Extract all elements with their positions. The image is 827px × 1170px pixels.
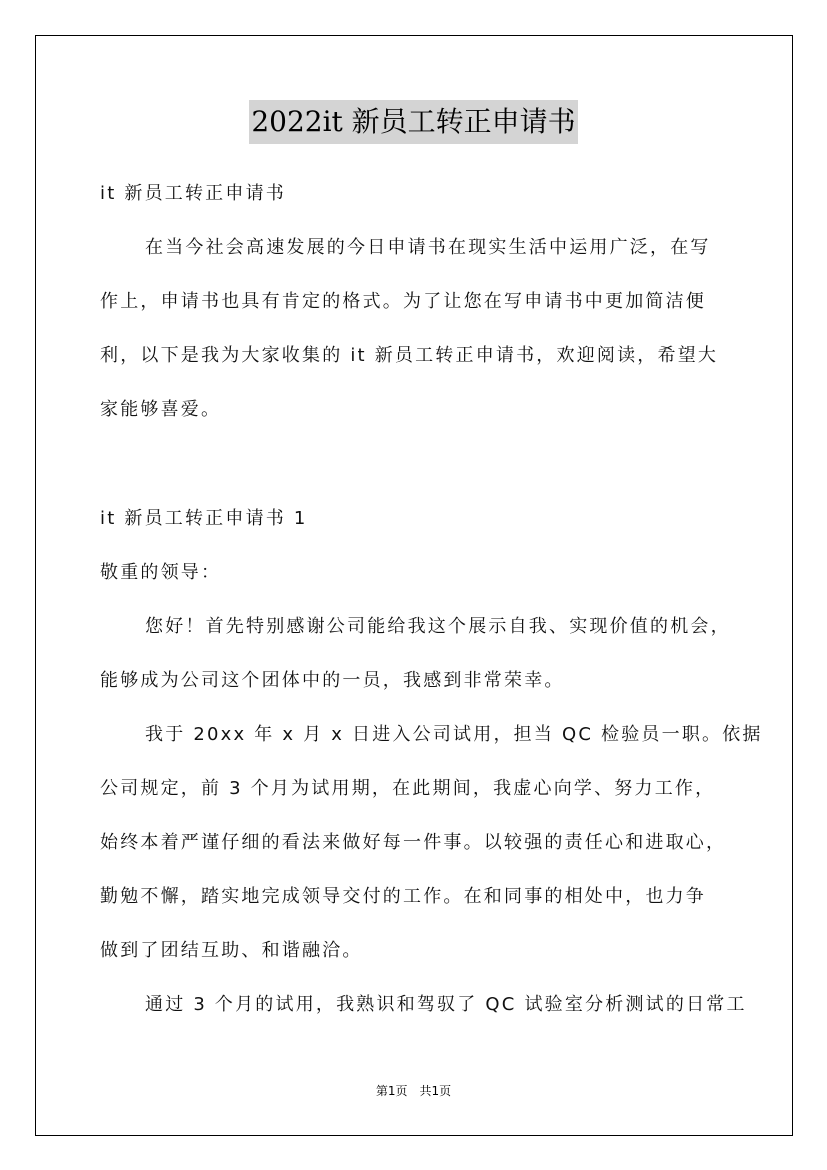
paragraph-line: 我于 20xx 年 x 月 x 日进入公司试用，担当 QC 检验员一职。依据 — [145, 724, 763, 745]
paragraph-line: 在当今社会高速发展的今日申请书在现实生活中运用广泛，在写 — [145, 237, 711, 258]
salutation: 敬重的领导： — [100, 562, 222, 583]
document-title: 2022it 新员工转正申请书 — [249, 100, 577, 144]
paragraph-line: 始终本着严谨仔细的看法来做好每一件事。以较强的责任心和进取心， — [100, 832, 727, 853]
paragraph-line: 利，以下是我为大家收集的 it 新员工转正申请书，欢迎阅读，希望大 — [100, 345, 719, 366]
paragraph-line: 通过 3 个月的试用，我熟识和驾驭了 QC 试验室分析测试的日常工 — [145, 994, 747, 1015]
paragraph-line: 您好！首先特别感谢公司能给我这个展示自我、实现价值的机会， — [145, 616, 731, 637]
section-heading: it 新员工转正申请书 — [100, 183, 286, 204]
page-number: 第1页 共1页 — [375, 1084, 452, 1098]
paragraph-line: 家能够喜爱。 — [100, 399, 222, 420]
paragraph-line: 做到了团结互助、和谐融洽。 — [100, 940, 363, 961]
title-container — [0, 100, 827, 144]
section-heading: it 新员工转正申请书 1 — [100, 508, 308, 529]
paragraph-line: 勤勉不懈，踏实地完成领导交付的工作。在和同事的相处中，也力争 — [100, 886, 706, 907]
paragraph-line: 公司规定，前 3 个月为试用期，在此期间，我虚心向学、努力工作， — [100, 778, 716, 799]
paragraph-line: 能够成为公司这个团体中的一员，我感到非常荣幸。 — [100, 670, 565, 691]
paragraph-line: 作上，申请书也具有肯定的格式。为了让您在写申请书中更加简洁便 — [100, 291, 706, 312]
